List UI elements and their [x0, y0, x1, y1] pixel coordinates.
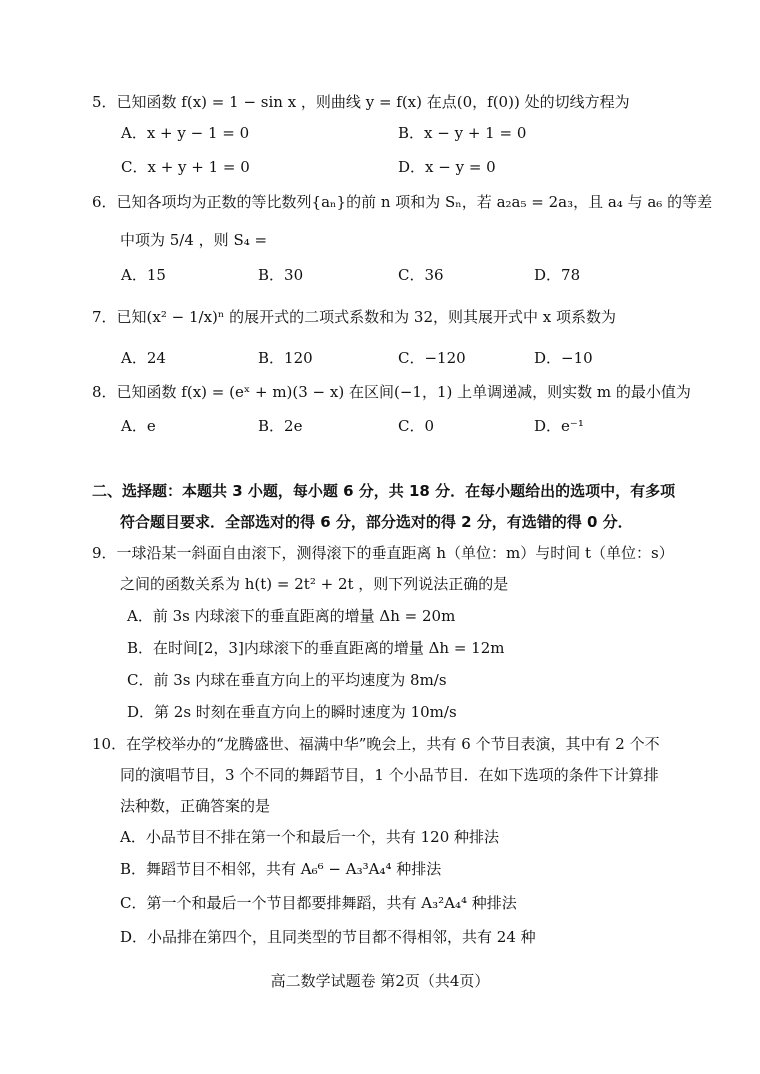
q5-option-a: A．x + y − 1 = 0 [121, 124, 250, 142]
q7-option-d: D．−10 [534, 349, 593, 367]
q8-option-b: B．2e [258, 417, 303, 435]
q6-option-b: B．30 [258, 266, 304, 284]
q6-option-a: A．15 [121, 266, 166, 284]
q7-option-a: A．24 [121, 349, 166, 367]
page-footer: 高二数学试题卷 第2页（共4页） [270, 972, 490, 990]
q10-stem-line1: 10．在学校举办的“龙腾盛世、福满中华”晚会上，共有 6 个节目表演，其中有 2 个不 [92, 735, 660, 753]
q6-option-c: C．36 [398, 266, 444, 284]
q10-option-b: B．舞蹈节目不相邻，共有 A₆⁶ − A₃³A₄⁴ 种排法 [120, 860, 442, 878]
q8-option-d: D．e⁻¹ [534, 417, 584, 435]
q8-option-c: C．0 [398, 417, 435, 435]
q5-stem: 5．已知函数 f(x) = 1 − sin x ，则曲线 y = f(x) 在点(0，f(0)) 处的切线方程为 [92, 93, 630, 111]
q5-option-b: B．x − y + 1 = 0 [398, 124, 527, 142]
q9-option-c: C．前 3s 内球在垂直方向上的平均速度为 8m/s [127, 671, 447, 689]
q10-option-d: D．小品排在第四个，且同类型的节目都不得相邻，共有 24 种 [120, 928, 536, 946]
q6-option-d: D．78 [534, 266, 581, 284]
q5-option-d: D．x − y = 0 [398, 158, 496, 176]
q5-option-c: C．x + y + 1 = 0 [121, 158, 250, 176]
section2-heading-line1: 二、选择题：本题共 3 小题，每小题 6 分，共 18 分．在每小题给出的选项中，有多项 [92, 482, 676, 500]
q6-stem-line1: 6．已知各项均为正数的等比数列{aₙ}的前 n 项和为 Sₙ，若 a₂a₅ = 2a₃，且 a₄ 与 a₆ 的等差 [92, 193, 713, 211]
q10-stem-line2: 同的演唱节目，3 个不同的舞蹈节目，1 个小品节目．在如下选项的条件下计算排 [120, 766, 659, 784]
q7-option-b: B．120 [258, 349, 313, 367]
q7-option-c: C．−120 [398, 349, 466, 367]
q9-option-a: A．前 3s 内球滚下的垂直距离的增量 Δh = 20m [127, 607, 456, 625]
q9-stem-line1: 9．一球沿某一斜面自由滚下，测得滚下的垂直距离 h（单位：m）与时间 t（单位：s） [92, 544, 674, 562]
section2-heading-line2: 符合题目要求．全部选对的得 6 分，部分选对的得 2 分，有选错的得 0 分． [120, 513, 633, 531]
q10-option-a: A．小品节目不排在第一个和最后一个，共有 120 种排法 [120, 828, 500, 846]
q6-stem-line2: 中项为 5/4 ，则 S₄ = [120, 231, 268, 249]
q8-stem: 8．已知函数 f(x) = (eˣ + m)(3 − x) 在区间(−1，1) 上单调递减，则实数 m 的最小值为 [92, 383, 691, 401]
q8-option-a: A．e [121, 417, 156, 435]
q10-stem-line3: 法种数，正确答案的是 [120, 797, 271, 815]
q7-stem: 7．已知(x² − 1/x)ⁿ 的展开式的二项式系数和为 32，则其展开式中 x 项系数为 [92, 308, 616, 326]
q9-option-d: D．第 2s 时刻在垂直方向上的瞬时速度为 10m/s [127, 703, 457, 721]
q9-option-b: B．在时间[2，3]内球滚下的垂直距离的增量 Δh = 12m [127, 639, 505, 657]
q10-option-c: C．第一个和最后一个节目都要排舞蹈，共有 A₃²A₄⁴ 种排法 [120, 894, 517, 912]
q9-stem-line2: 之间的函数关系为 h(t) = 2t² + 2t ，则下列说法正确的是 [120, 575, 509, 593]
